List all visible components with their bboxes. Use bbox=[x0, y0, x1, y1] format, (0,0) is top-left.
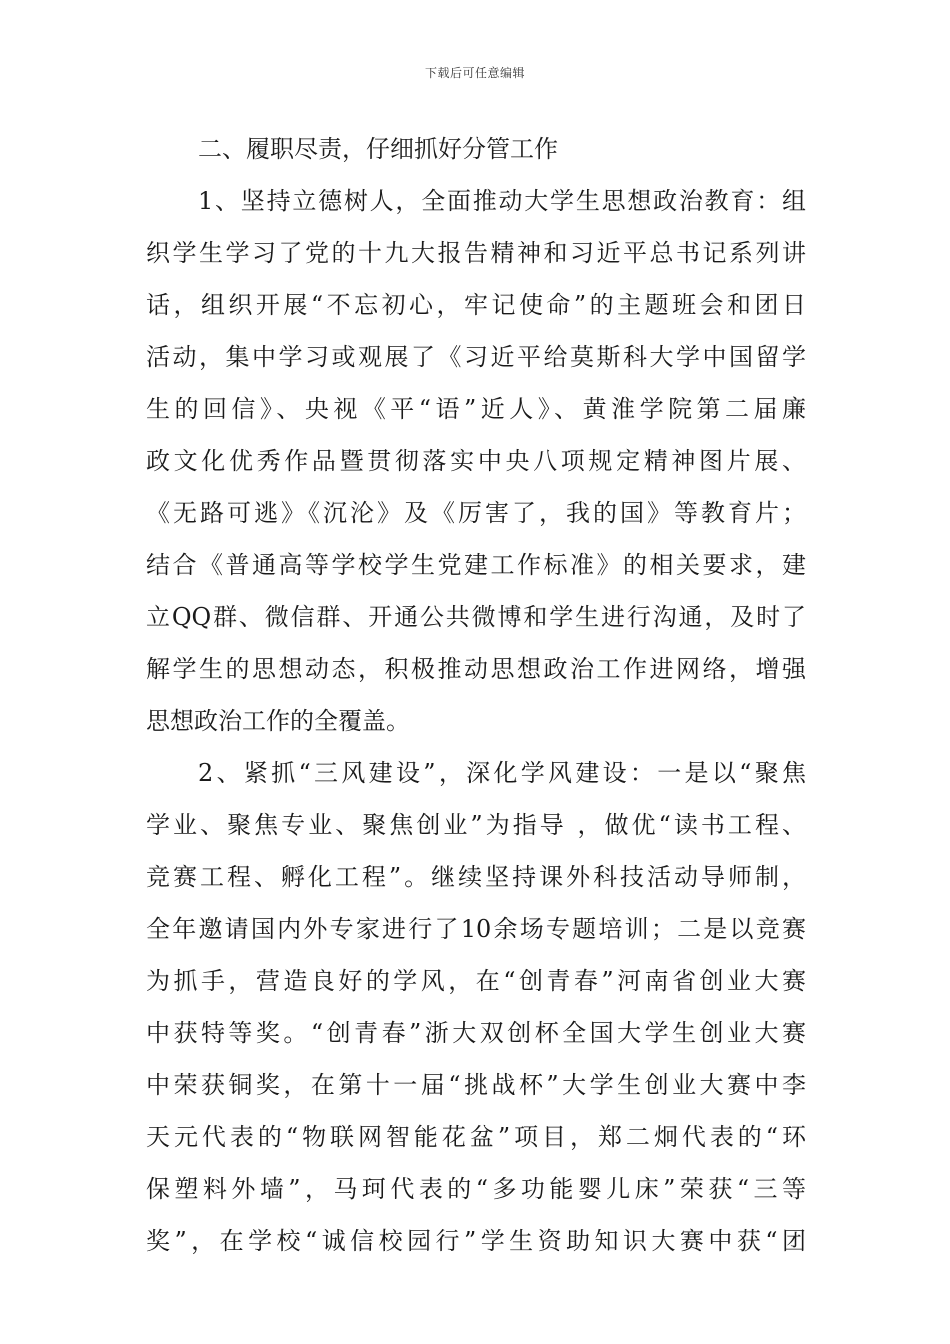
paragraph-line: 中获特等奖。“创青春”浙大双创杯全国大学生创业大赛 bbox=[146, 1019, 806, 1047]
paragraph-line: 竞赛工程、孵化工程”。继续坚持课外科技活动导师制， bbox=[146, 863, 806, 891]
paragraph-line: 结合《普通高等学校学生党建工作标准》的相关要求，建 bbox=[146, 551, 806, 579]
paragraph-line: 活动，集中学习或观展了《习近平给莫斯科大学中国留学 bbox=[146, 343, 806, 371]
paragraph-line: 立QQ群、微信群、开通公共微博和学生进行沟通，及时了 bbox=[146, 603, 806, 631]
paragraph-line: 思想政治工作的全覆盖。 bbox=[146, 707, 410, 735]
paragraph-line: 生的回信》、央视《平“语”近人》、黄淮学院第二届廉 bbox=[146, 395, 806, 423]
paragraph-line: 政文化优秀作品暨贯彻落实中央八项规定精神图片展、 bbox=[146, 447, 806, 475]
paragraph-line: 天元代表的“物联网智能花盆”项目，郑二炯代表的“环 bbox=[146, 1123, 806, 1151]
paragraph-line: 织学生学习了党的十九大报告精神和习近平总书记系列讲 bbox=[146, 239, 806, 267]
paragraph-line: 2、紧抓“三风建设”，深化学风建设：一是以“聚焦 bbox=[198, 759, 806, 787]
paragraph-line: 保塑料外墙”，马珂代表的“多功能婴儿床”荣获“三等 bbox=[146, 1175, 806, 1203]
paragraph-line: 为抓手，营造良好的学风，在“创青春”河南省创业大赛 bbox=[146, 967, 806, 995]
paragraph-line: 《无路可逃》《沉沦》及《厉害了，我的国》等教育片； bbox=[146, 499, 806, 527]
paragraph-line: 1、坚持立德树人，全面推动大学生思想政治教育：组 bbox=[198, 187, 806, 215]
paragraph-line: 话，组织开展“不忘初心，牢记使命”的主题班会和团日 bbox=[146, 291, 806, 319]
document-body bbox=[146, 123, 806, 1267]
paragraph-line: 学业、聚焦专业、聚焦创业”为指导 ，做优“读书工程、 bbox=[146, 811, 806, 839]
paragraph-line: 全年邀请国内外专家进行了10余场专题培训；二是以竞赛 bbox=[146, 915, 806, 943]
paragraph-line: 奖”，在学校“诚信校园行”学生资助知识大赛中获“团 bbox=[146, 1227, 806, 1255]
section-heading: 二、履职尽责，仔细抓好分管工作 bbox=[198, 135, 558, 163]
paragraph-line: 中荣获铜奖，在第十一届“挑战杯”大学生创业大赛中李 bbox=[146, 1071, 806, 1099]
paragraph-line: 解学生的思想动态，积极推动思想政治工作进网络，增强 bbox=[146, 655, 806, 683]
header-note: 下载后可任意编辑 bbox=[424, 66, 525, 80]
